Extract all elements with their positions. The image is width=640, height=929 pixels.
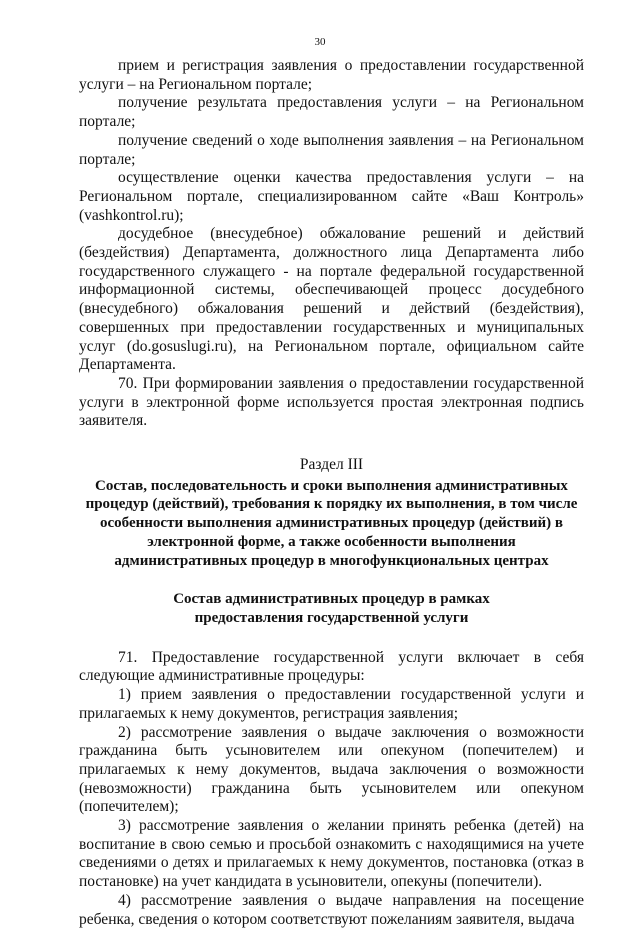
subsection-title: Состав административных процедур в рамках предоставления государственной услуги <box>173 591 490 626</box>
list-item: 1) прием заявления о предоставлении государственной услуги и прилагаемых к нему документов, регистрация заявления; <box>79 686 584 722</box>
list-item: 2) рассмотрение заявления о выдаче заключения о возможности гражданина быть усыновителем или опекуном (попечителем) и прилагаемых к нему документов, выдача заключения о возможности (невозможности) гражданина быть усыновителем или опекуном (попечителем); <box>79 723 584 816</box>
list-item: 3) рассмотрение заявления о желании принять ребенка (детей) на воспитание в свою семью и просьбой ознакомить с находящимися на учете сведениями о детях и прилагаемых к нему документов, постановка (отказ в постановке) на учет кандидата в усыновители, опекуны (попечители). <box>79 817 584 891</box>
section-title: Состав, последовательность и сроки выполнения административных процедур (действий), требования к порядку их выполнения, в том числе особенности выполнения административных процедур (действий) в электронной форме, а также особенности выполнения административных процедур в многофункциональных центрах <box>85 477 578 569</box>
paragraph: получение сведений о ходе выполнения заявления – на Региональном портале; <box>79 131 584 168</box>
paragraph: прием и регистрация заявления о предоставлении государственной услуги – на Региональном портале; <box>79 57 584 93</box>
section-label: Раздел III <box>299 456 364 474</box>
page-number: 30 <box>314 36 326 48</box>
paragraph: получение результата предоставления услуги – на Региональном портале; <box>79 94 584 131</box>
paragraph: 71. Предоставление государственной услуги включает в себя следующие административные процедуры: <box>79 648 584 685</box>
document-body <box>79 57 584 929</box>
paragraph: осуществление оценки качества предоставления услуги – на Региональном портале, специализированном сайте «Ваш Контроль» (vashkontrol.ru); <box>79 169 584 224</box>
list-item: 4) рассмотрение заявления о выдаче направления на посещение ребенка, сведения о котором соответствуют пожеланиям заявителя, выдача <box>79 891 584 928</box>
paragraph: досудебное (внесудебное) обжалование решений и действий (бездействия) Департамента, должностного лица Департамента либо государственного служащего - на портале федеральной государственной информационной системы, обеспечивающей процесс досудебного (внесудебного) обжалования решений и действий (бездействия), совершенных при предоставлении государственных и муниципальных услуг (do.gosuslugi.ru), на Региональном портале, официальном сайте Департамента. <box>79 225 584 374</box>
paragraph: 70. При формировании заявления о предоставлении государственной услуги в электронной форме используется простая электронная подпись заявителя. <box>79 374 584 430</box>
